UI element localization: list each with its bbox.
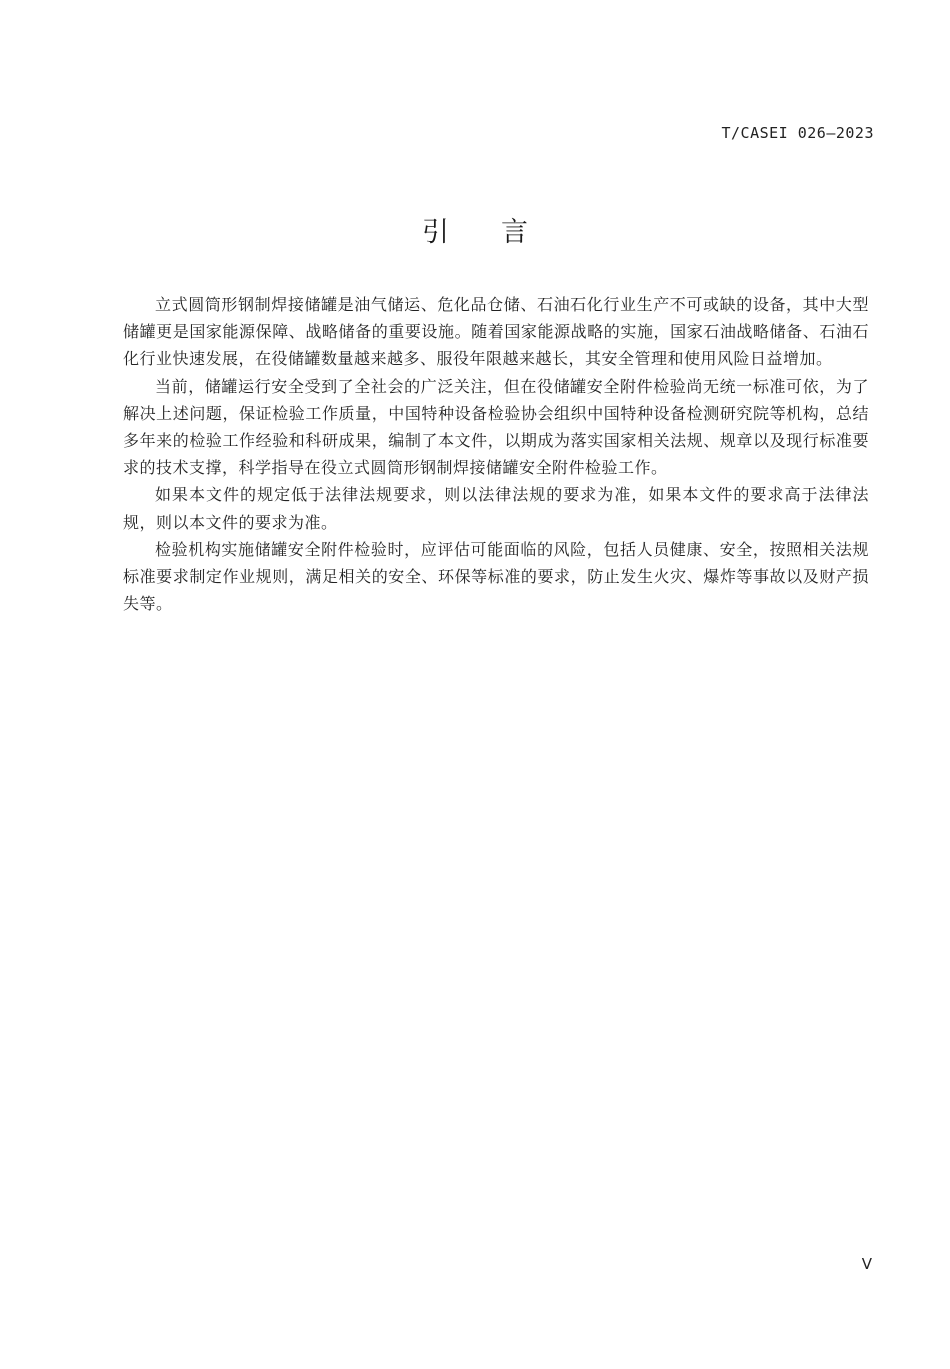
page-number: V <box>861 1255 872 1273</box>
paragraph: 立式圆筒形钢制焊接储罐是油气储运、危化品仓储、石油石化行业生产不可或缺的设备，其中大型储罐更是国家能源保障、战略储备的重要设施。随着国家能源战略的实施，国家石油战略储备、石油石化行业快速发展，在役储罐数量越来越多、服役年限越来越长，其安全管理和使用风险日益增加。 <box>123 295 869 369</box>
body-text <box>123 291 869 617</box>
paragraph: 如果本文件的规定低于法律法规要求，则以法律法规的要求为准，如果本文件的要求高于法律法规，则以本文件的要求为准。 <box>123 485 869 532</box>
paragraph: 检验机构实施储罐安全附件检验时，应评估可能面临的风险，包括人员健康、安全，按照相关法规标准要求制定作业规则，满足相关的安全、环保等标准的要求，防止发生火灾、爆炸等事故以及财产损失等。 <box>123 539 869 614</box>
page-title: 引言 <box>422 217 580 248</box>
standard-code: T/CASEI 026—2023 <box>721 124 874 142</box>
paragraph: 当前，储罐运行安全受到了全社会的广泛关注，但在役储罐安全附件检验尚无统一标准可依，为了解决上述问题，保证检验工作质量，中国特种设备检验协会组织中国特种设备检测研究院等机构，总结多年来的检验工作经验和科研成果，编制了本文件，以期成为落实国家相关法规、规章以及现行标准要求的技术支撑，科学指导在役立式圆筒形钢制焊接储罐安全附件检验工作。 <box>123 376 869 478</box>
